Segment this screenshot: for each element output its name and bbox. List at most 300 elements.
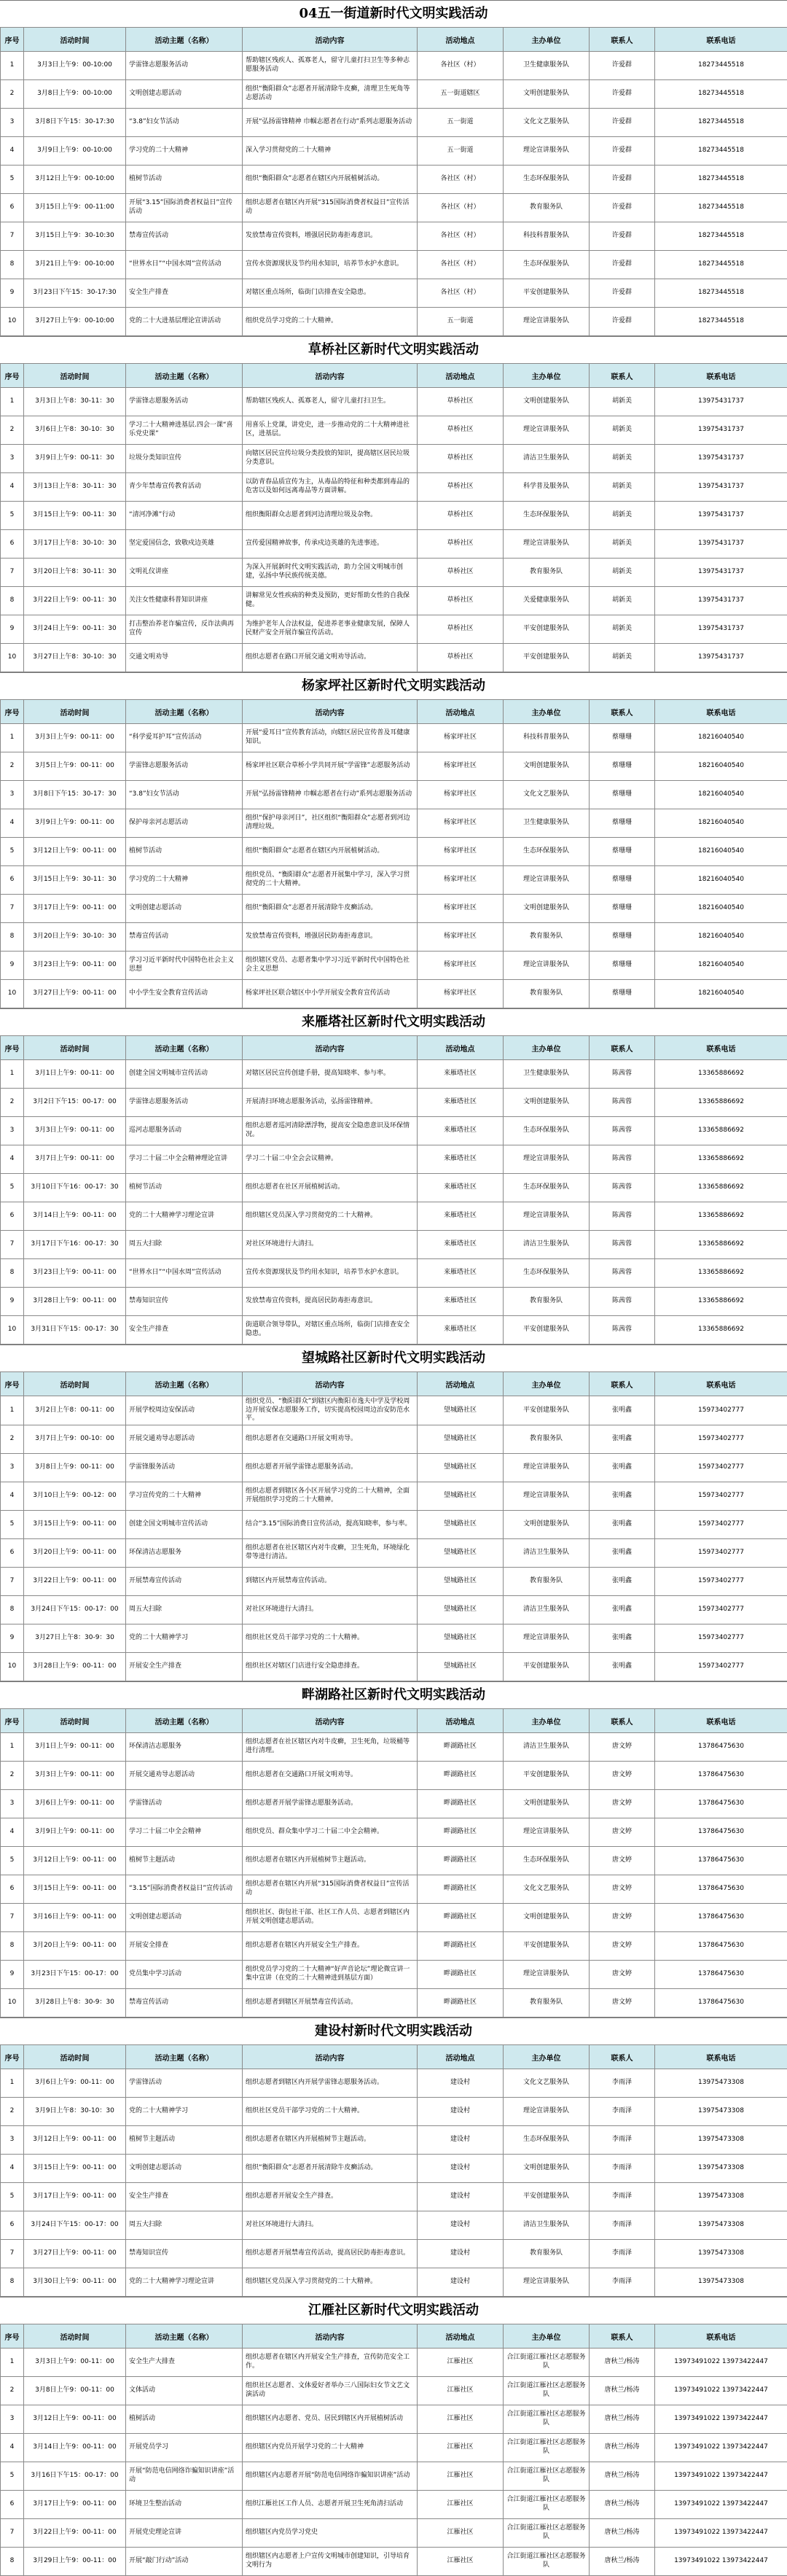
cell-host: 科技科普服务队	[504, 724, 590, 752]
cell-place: 来雁塔社区	[418, 1145, 504, 1174]
table-row	[1, 109, 787, 137]
table-row	[1, 1932, 787, 1961]
table-row	[1, 416, 787, 445]
cell-time: 3月12日上午9：00-11：00	[24, 1847, 126, 1875]
table-row	[1, 1624, 787, 1653]
header-phone: 联系电话	[655, 364, 787, 388]
cell-phone: 13975431737	[655, 502, 787, 530]
cell-place: 草桥社区	[418, 615, 504, 644]
header-contact: 联系人	[590, 364, 655, 388]
cell-time: 3月9日上午9：00-11：00	[24, 809, 126, 838]
header-index: 序号	[1, 1372, 24, 1396]
cell-place: 杨家坪社区	[418, 724, 504, 752]
cell-index: 5	[1, 502, 24, 530]
cell-phone: 13975473308	[655, 2155, 787, 2183]
cell-content: 组织志愿者巡河清除漂浮物，提高安全隐患意识及环保情况。	[243, 1117, 418, 1145]
cell-content: 对社区环境进行大清扫。	[243, 1231, 418, 1259]
header-index: 序号	[1, 2045, 24, 2069]
cell-theme: 环保清洁志愿服务	[126, 1733, 243, 1762]
header-theme: 活动主题（名称）	[126, 2045, 243, 2069]
header-contact: 联系人	[590, 28, 655, 52]
cell-place: 畔湖路社区	[418, 1989, 504, 2017]
cell-phone: 13365886692	[655, 1316, 787, 1345]
cell-host: 理论宣讲服务队	[504, 2268, 590, 2297]
cell-phone: 13365886692	[655, 1117, 787, 1145]
cell-content: 对辖区重点场所，临街门店排查安全隐患。	[243, 279, 418, 308]
cell-place: 畔湖路社区	[418, 1790, 504, 1818]
cell-time: 3月14日上午9：00-11：00	[24, 2434, 126, 2462]
cell-phone: 13786475630	[655, 1932, 787, 1961]
cell-theme: 安全生产大排查	[126, 2349, 243, 2377]
cell-theme: 学雷锋志愿服务活动	[126, 1089, 243, 1117]
cell-phone: 18273445518	[655, 166, 787, 194]
cell-host: 平安创建服务队	[504, 1396, 590, 1425]
cell-phone: 18273445518	[655, 194, 787, 222]
header-theme: 活动主题（名称）	[126, 2324, 243, 2349]
cell-host: 平安创建服务队	[504, 644, 590, 672]
cell-content: 杨家坪社区联合辖区中小学开展安全教育宣传活动	[243, 980, 418, 1008]
cell-phone: 13786475630	[655, 1875, 787, 1904]
cell-host: 生态环保服务队	[504, 1847, 590, 1875]
cell-index: 6	[1, 866, 24, 895]
cell-theme: 关注女性健康科普知识讲座	[126, 587, 243, 615]
cell-contact: 唐秋兰/杨涛	[590, 2519, 655, 2548]
cell-host: 理论宣讲服务队	[504, 308, 590, 336]
cell-place: 草桥社区	[418, 445, 504, 473]
cell-time: 3月16日上午9：00-11：00	[24, 1904, 126, 1932]
table-row	[1, 1482, 787, 1511]
cell-contact: 胡新美	[590, 587, 655, 615]
cell-host: 理论宣讲服务队	[504, 530, 590, 559]
cell-content: 学习二十届二中全会会议精神。	[243, 1145, 418, 1174]
cell-content: 组织志愿者到辖区内开展学雷锋志愿服务活动。	[243, 2069, 418, 2098]
cell-phone: 13975473308	[655, 2183, 787, 2211]
cell-time: 3月15日上午9：30-10:30	[24, 222, 126, 251]
table-row	[1, 1790, 787, 1818]
activity-section	[0, 336, 787, 672]
cell-host: 卫生健康服务队	[504, 52, 590, 80]
cell-contact: 胡新美	[590, 416, 655, 445]
cell-contact: 唐秋兰/杨涛	[590, 2491, 655, 2519]
cell-host: 合江街道江雁社区志愿服务队	[504, 2434, 590, 2462]
cell-place: 望城路社区	[418, 1596, 504, 1624]
cell-contact: 唐文婷	[590, 1932, 655, 1961]
header-contact: 联系人	[590, 1036, 655, 1060]
header-phone: 联系电话	[655, 2045, 787, 2069]
cell-time: 3月15日上午9：00-11：00	[24, 1875, 126, 1904]
cell-host: 合江街道江雁社区志愿服务队	[504, 2519, 590, 2548]
cell-content: 结合“3.15”国际消费日宣传活动，提高知晓率，参与率。	[243, 1511, 418, 1539]
cell-place: 畔湖路社区	[418, 1762, 504, 1790]
activity-section	[0, 672, 787, 1008]
cell-contact: 张明鑫	[590, 1539, 655, 1568]
header-contact: 联系人	[590, 2324, 655, 2349]
header-place: 活动地点	[418, 364, 504, 388]
header-theme: 活动主题（名称）	[126, 364, 243, 388]
cell-time: 3月24日下午15：00-17：00	[24, 2211, 126, 2240]
cell-theme: 党员集中学习活动	[126, 1961, 243, 1989]
cell-theme: 学习党的二十大精神	[126, 137, 243, 166]
cell-contact: 李雨泽	[590, 2069, 655, 2098]
cell-index: 8	[1, 2268, 24, 2297]
cell-host: 合江街道江雁社区志愿服务队	[504, 2377, 590, 2405]
table-row	[1, 2240, 787, 2268]
table-row	[1, 1733, 787, 1762]
cell-place: 五一街道	[418, 109, 504, 137]
cell-host: 文明创建服务队	[504, 80, 590, 109]
cell-content: 组织辖区党员、志愿者集中学习习近平新时代中国特色社会主义思想	[243, 952, 418, 980]
cell-theme: 党的二十大精神学习理论宣讲	[126, 1202, 243, 1231]
cell-contact: 张明鑫	[590, 1396, 655, 1425]
cell-place: 来雁塔社区	[418, 1231, 504, 1259]
cell-index: 5	[1, 838, 24, 866]
activity-table	[0, 2324, 787, 2576]
cell-phone: 13365886692	[655, 1145, 787, 1174]
cell-index: 9	[1, 952, 24, 980]
section-title: 杨家坪社区新时代文明实践活动	[0, 672, 787, 699]
header-host: 主办单位	[504, 364, 590, 388]
cell-theme: 创建全国文明城市宣传活动	[126, 1060, 243, 1089]
table-row	[1, 1060, 787, 1089]
table-row	[1, 1145, 787, 1174]
cell-host: 教育服务队	[504, 1425, 590, 1454]
cell-contact: 许爱群	[590, 194, 655, 222]
cell-host: 合江街道江雁社区志愿服务队	[504, 2349, 590, 2377]
activity-section	[0, 1681, 787, 2017]
cell-index: 6	[1, 194, 24, 222]
cell-contact: 唐秋兰/杨涛	[590, 2405, 655, 2434]
cell-phone: 18216040540	[655, 923, 787, 952]
cell-host: 教育服务队	[504, 1568, 590, 1596]
cell-theme: 学习二十大精神进基层.四会一课“喜乐党史课”	[126, 416, 243, 445]
cell-phone: 13975431737	[655, 559, 787, 587]
cell-phone: 13365886692	[655, 1202, 787, 1231]
cell-time: 3月10日上午9：00-12：00	[24, 1482, 126, 1511]
cell-time: 3月22日上午9：00-11：00	[24, 1568, 126, 1596]
cell-index: 6	[1, 1539, 24, 1568]
cell-index: 3	[1, 2405, 24, 2434]
header-place: 活动地点	[418, 1709, 504, 1733]
cell-theme: 周五大扫除	[126, 1596, 243, 1624]
cell-host: 平安创建服务队	[504, 1316, 590, 1345]
table-row	[1, 559, 787, 587]
cell-phone: 13365886692	[655, 1089, 787, 1117]
cell-contact: 蔡珊珊	[590, 781, 655, 809]
header-host: 主办单位	[504, 28, 590, 52]
header-host: 主办单位	[504, 1372, 590, 1396]
cell-index: 10	[1, 644, 24, 672]
cell-theme: 开展交通劝导志愿活动	[126, 1425, 243, 1454]
cell-place: 望城路社区	[418, 1624, 504, 1653]
cell-phone: 13975431737	[655, 473, 787, 502]
activity-table	[0, 1035, 787, 1345]
cell-time: 3月27日上午8：30-9：30	[24, 1624, 126, 1653]
table-row	[1, 1454, 787, 1482]
cell-contact: 蔡珊珊	[590, 895, 655, 923]
activity-table	[0, 699, 787, 1008]
table-row	[1, 251, 787, 279]
table-header-row	[1, 1709, 787, 1733]
cell-host: 平安创建服务队	[504, 1762, 590, 1790]
cell-index: 4	[1, 473, 24, 502]
cell-phone: 13365886692	[655, 1174, 787, 1202]
cell-time: 3月1日上午9：00-11：00	[24, 1733, 126, 1762]
cell-host: 理论宣讲服务队	[504, 1482, 590, 1511]
cell-index: 4	[1, 2155, 24, 2183]
table-row	[1, 2126, 787, 2155]
cell-contact: 许爱群	[590, 137, 655, 166]
cell-contact: 陈茜蓉	[590, 1117, 655, 1145]
table-row	[1, 2069, 787, 2098]
cell-theme: 文明创建志愿活动	[126, 80, 243, 109]
cell-phone: 13975431737	[655, 445, 787, 473]
cell-contact: 李雨泽	[590, 2240, 655, 2268]
header-place: 活动地点	[418, 1036, 504, 1060]
cell-phone: 18273445518	[655, 308, 787, 336]
cell-place: 建设村	[418, 2183, 504, 2211]
header-index: 序号	[1, 1036, 24, 1060]
cell-content: 组织志愿者在辖区内开展安全生产排查。	[243, 1932, 418, 1961]
cell-time: 3月28日上午8：30-9：30	[24, 1989, 126, 2017]
cell-place: 杨家坪社区	[418, 866, 504, 895]
cell-contact: 许爱群	[590, 109, 655, 137]
cell-place: 畔湖路社区	[418, 1904, 504, 1932]
table-row	[1, 1653, 787, 1681]
cell-index: 3	[1, 781, 24, 809]
header-content: 活动内容	[243, 2045, 418, 2069]
cell-host: 清洁卫生服务队	[504, 445, 590, 473]
cell-place: 来雁塔社区	[418, 1288, 504, 1316]
cell-phone: 13786475630	[655, 1904, 787, 1932]
cell-theme: 周五大扫除	[126, 1231, 243, 1259]
cell-index: 6	[1, 2211, 24, 2240]
table-row	[1, 2268, 787, 2297]
cell-content: 开展“弘扬雷锋精神 巾帼志愿者在行动”系列志愿服务活动	[243, 781, 418, 809]
header-time: 活动时间	[24, 28, 126, 52]
cell-time: 3月7日上午9：00-10：00	[24, 1425, 126, 1454]
cell-place: 草桥社区	[418, 416, 504, 445]
cell-content: 以防青春品质宣传为主，从毒品的特征和种类都到毒品的危害以及如何远离毒品等方面讲解。	[243, 473, 418, 502]
cell-theme: “3.8”妇女节活动	[126, 109, 243, 137]
cell-phone: 15973402777	[655, 1596, 787, 1624]
cell-time: 3月16日下午15：00-17：00	[24, 2462, 126, 2491]
cell-content: 深入学习贯彻党的二十大精神	[243, 137, 418, 166]
cell-index: 9	[1, 1624, 24, 1653]
cell-contact: 张明鑫	[590, 1511, 655, 1539]
header-theme: 活动主题（名称）	[126, 1709, 243, 1733]
cell-index: 5	[1, 1174, 24, 1202]
cell-index: 7	[1, 559, 24, 587]
section-title: 04五一街道新时代文明实践活动	[0, 0, 787, 27]
cell-content: 开展“爱耳日”宣传教育活动，向辖区居民宣传普及耳健康知识。	[243, 724, 418, 752]
section-title: 望城路社区新时代文明实践活动	[0, 1345, 787, 1371]
table-row	[1, 587, 787, 615]
cell-index: 10	[1, 980, 24, 1008]
header-time: 活动时间	[24, 700, 126, 724]
cell-phone: 13786475630	[655, 1790, 787, 1818]
cell-content: 帮助辖区残疾人、孤寡老人，留守儿童打扫卫生等多种志愿服务活动	[243, 52, 418, 80]
cell-time: 3月24日下午15：00-17：00	[24, 1596, 126, 1624]
cell-theme: 青少年禁毒宣传教育活动	[126, 473, 243, 502]
cell-theme: 开展交通劝导志愿活动	[126, 1762, 243, 1790]
cell-index: 4	[1, 1145, 24, 1174]
cell-content: 组织志愿者在交通路口开展文明劝导。	[243, 1762, 418, 1790]
cell-place: 江雁社区	[418, 2349, 504, 2377]
cell-theme: 中小学生安全教育宣传活动	[126, 980, 243, 1008]
cell-theme: “世界水日”“中国水周”宣传活动	[126, 251, 243, 279]
cell-host: 教育服务队	[504, 1989, 590, 2017]
cell-theme: 打击整治养老诈骗宣传，反诈法典再宣传	[126, 615, 243, 644]
cell-phone: 13786475630	[655, 1818, 787, 1847]
cell-index: 9	[1, 615, 24, 644]
cell-theme: 开展安全排查	[126, 1932, 243, 1961]
cell-host: 生态环保服务队	[504, 838, 590, 866]
header-place: 活动地点	[418, 700, 504, 724]
cell-content: 组织社区、街包社干部、社区工作人员、志愿者到辖区内开展文明创建志愿活动。	[243, 1904, 418, 1932]
cell-phone: 13365886692	[655, 1288, 787, 1316]
cell-index: 1	[1, 388, 24, 416]
activity-table	[0, 1371, 787, 1681]
cell-contact: 李雨泽	[590, 2155, 655, 2183]
cell-phone: 15973402777	[655, 1511, 787, 1539]
cell-host: 文明创建服务队	[504, 1790, 590, 1818]
table-row	[1, 2349, 787, 2377]
cell-contact: 唐文婷	[590, 1961, 655, 1989]
cell-place: 杨家坪社区	[418, 752, 504, 781]
cell-phone: 15973402777	[655, 1568, 787, 1596]
cell-time: 3月21日上午9：00-10:00	[24, 251, 126, 279]
header-contact: 联系人	[590, 1372, 655, 1396]
cell-time: 3月17日上午8：30-10：30	[24, 530, 126, 559]
cell-host: 教育服务队	[504, 559, 590, 587]
cell-time: 3月12日上午9：00-11：00	[24, 838, 126, 866]
cell-phone: 13973491022 13973422447	[655, 2434, 787, 2462]
cell-content: 组织志愿者在社区辖区内对牛皮癣，卫生死角，环境绿化带等进行清洁。	[243, 1539, 418, 1568]
cell-content: 发放禁毒宣传资料，增强居民防毒拒毒意识。	[243, 222, 418, 251]
cell-content: 用喜乐上党课，讲党史，进一步推动党的二十大精神进社区，进基层。	[243, 416, 418, 445]
cell-index: 1	[1, 1060, 24, 1089]
cell-phone: 13786475630	[655, 1733, 787, 1762]
cell-theme: 保护母亲河志愿活动	[126, 809, 243, 838]
header-phone: 联系电话	[655, 1372, 787, 1396]
table-row	[1, 2491, 787, 2519]
cell-time: 3月3日上午9：00-11：00	[24, 1117, 126, 1145]
section-title: 江雁社区新时代文明实践活动	[0, 2297, 787, 2324]
cell-time: 3月12日上午9：00-11：00	[24, 2126, 126, 2155]
cell-theme: 学习二十届二中全会精神	[126, 1818, 243, 1847]
table-row	[1, 1231, 787, 1259]
cell-time: 3月31日下午15：00-17：30	[24, 1316, 126, 1345]
cell-index: 6	[1, 2491, 24, 2519]
header-content: 活动内容	[243, 700, 418, 724]
cell-content: 组织志愿者在辖区内开展植树节主题活动。	[243, 1847, 418, 1875]
header-phone: 联系电话	[655, 2324, 787, 2349]
cell-host: 文明创建服务队	[504, 388, 590, 416]
cell-phone: 13975431737	[655, 615, 787, 644]
cell-content: 对社区环境进行大清扫。	[243, 2211, 418, 2240]
cell-phone: 13973491022 13973422447	[655, 2377, 787, 2405]
cell-phone: 13365886692	[655, 1259, 787, 1288]
cell-theme: 安全生产排查	[126, 1316, 243, 1345]
table-row	[1, 1425, 787, 1454]
cell-place: 畔湖路社区	[418, 1875, 504, 1904]
cell-contact: 张明鑫	[590, 1624, 655, 1653]
cell-contact: 张明鑫	[590, 1425, 655, 1454]
cell-time: 3月12日上午9：00-11：00	[24, 2405, 126, 2434]
cell-host: 卫生健康服务队	[504, 809, 590, 838]
cell-host: 理论宣讲服务队	[504, 1818, 590, 1847]
cell-contact: 许爱群	[590, 251, 655, 279]
cell-theme: 坚定爱国信念，致敬戍边英雄	[126, 530, 243, 559]
cell-time: 3月9日上午9：00-11：00	[24, 1818, 126, 1847]
cell-theme: 文明创建志愿活动	[126, 2155, 243, 2183]
cell-place: 各社区（村）	[418, 279, 504, 308]
table-row	[1, 644, 787, 672]
cell-theme: 禁毒宣传活动	[126, 923, 243, 952]
cell-time: 3月22日上午9：00-11：00	[24, 2519, 126, 2548]
section-title: 建设村新时代文明实践活动	[0, 2017, 787, 2044]
table-row	[1, 923, 787, 952]
header-contact: 联系人	[590, 1709, 655, 1733]
cell-contact: 许爱群	[590, 222, 655, 251]
table-row	[1, 473, 787, 502]
cell-phone: 15973402777	[655, 1624, 787, 1653]
cell-time: 3月20日上午9：00-11：00	[24, 1932, 126, 1961]
cell-time: 3月3日上午9：00-11：00	[24, 1762, 126, 1790]
cell-theme: 党的二十大精神学习	[126, 1624, 243, 1653]
cell-place: 草桥社区	[418, 644, 504, 672]
cell-place: 杨家坪社区	[418, 952, 504, 980]
table-row	[1, 724, 787, 752]
cell-host: 文明创建服务队	[504, 1904, 590, 1932]
table-row	[1, 80, 787, 109]
cell-phone: 15973402777	[655, 1539, 787, 1568]
cell-host: 文化文艺服务队	[504, 1875, 590, 1904]
cell-index: 3	[1, 1454, 24, 1482]
cell-content: 组织党员、“衡阳群众”志愿者开展集中学习，深入学习贯彻党的二十大精神。	[243, 866, 418, 895]
cell-time: 3月15日上午9：30-11：30	[24, 866, 126, 895]
cell-phone: 13786475630	[655, 1961, 787, 1989]
cell-time: 3月6日上午8：30-10：30	[24, 416, 126, 445]
cell-place: 各社区（村）	[418, 222, 504, 251]
cell-host: 生态环保服务队	[504, 251, 590, 279]
cell-time: 3月9日上午9：00-11：30	[24, 445, 126, 473]
cell-host: 理论宣讲服务队	[504, 1145, 590, 1174]
cell-place: 建设村	[418, 2126, 504, 2155]
cell-contact: 陈茜蓉	[590, 1288, 655, 1316]
cell-phone: 18273445518	[655, 52, 787, 80]
cell-content: 组织党员、群众集中学习二十届二中全会精神。	[243, 1818, 418, 1847]
cell-content: 为深入开展新时代文明实践活动，助力全国文明城市创建，弘扬中华民族传统美德。	[243, 559, 418, 587]
activity-section	[0, 2297, 787, 2576]
cell-contact: 蔡珊珊	[590, 923, 655, 952]
table-row	[1, 1202, 787, 1231]
cell-time: 3月6日上午9：00-11：00	[24, 2069, 126, 2098]
cell-phone: 18273445518	[655, 80, 787, 109]
cell-theme: 学雷锋志愿服务活动	[126, 388, 243, 416]
table-row	[1, 1511, 787, 1539]
cell-host: 平安创建服务队	[504, 1932, 590, 1961]
cell-index: 5	[1, 1847, 24, 1875]
cell-index: 4	[1, 137, 24, 166]
cell-contact: 陈茜蓉	[590, 1089, 655, 1117]
cell-phone: 18273445518	[655, 137, 787, 166]
section-title: 草桥社区新时代文明实践活动	[0, 336, 787, 363]
cell-index: 6	[1, 1202, 24, 1231]
cell-contact: 陈茜蓉	[590, 1259, 655, 1288]
table-row	[1, 1316, 787, 1345]
cell-phone: 15973402777	[655, 1396, 787, 1425]
